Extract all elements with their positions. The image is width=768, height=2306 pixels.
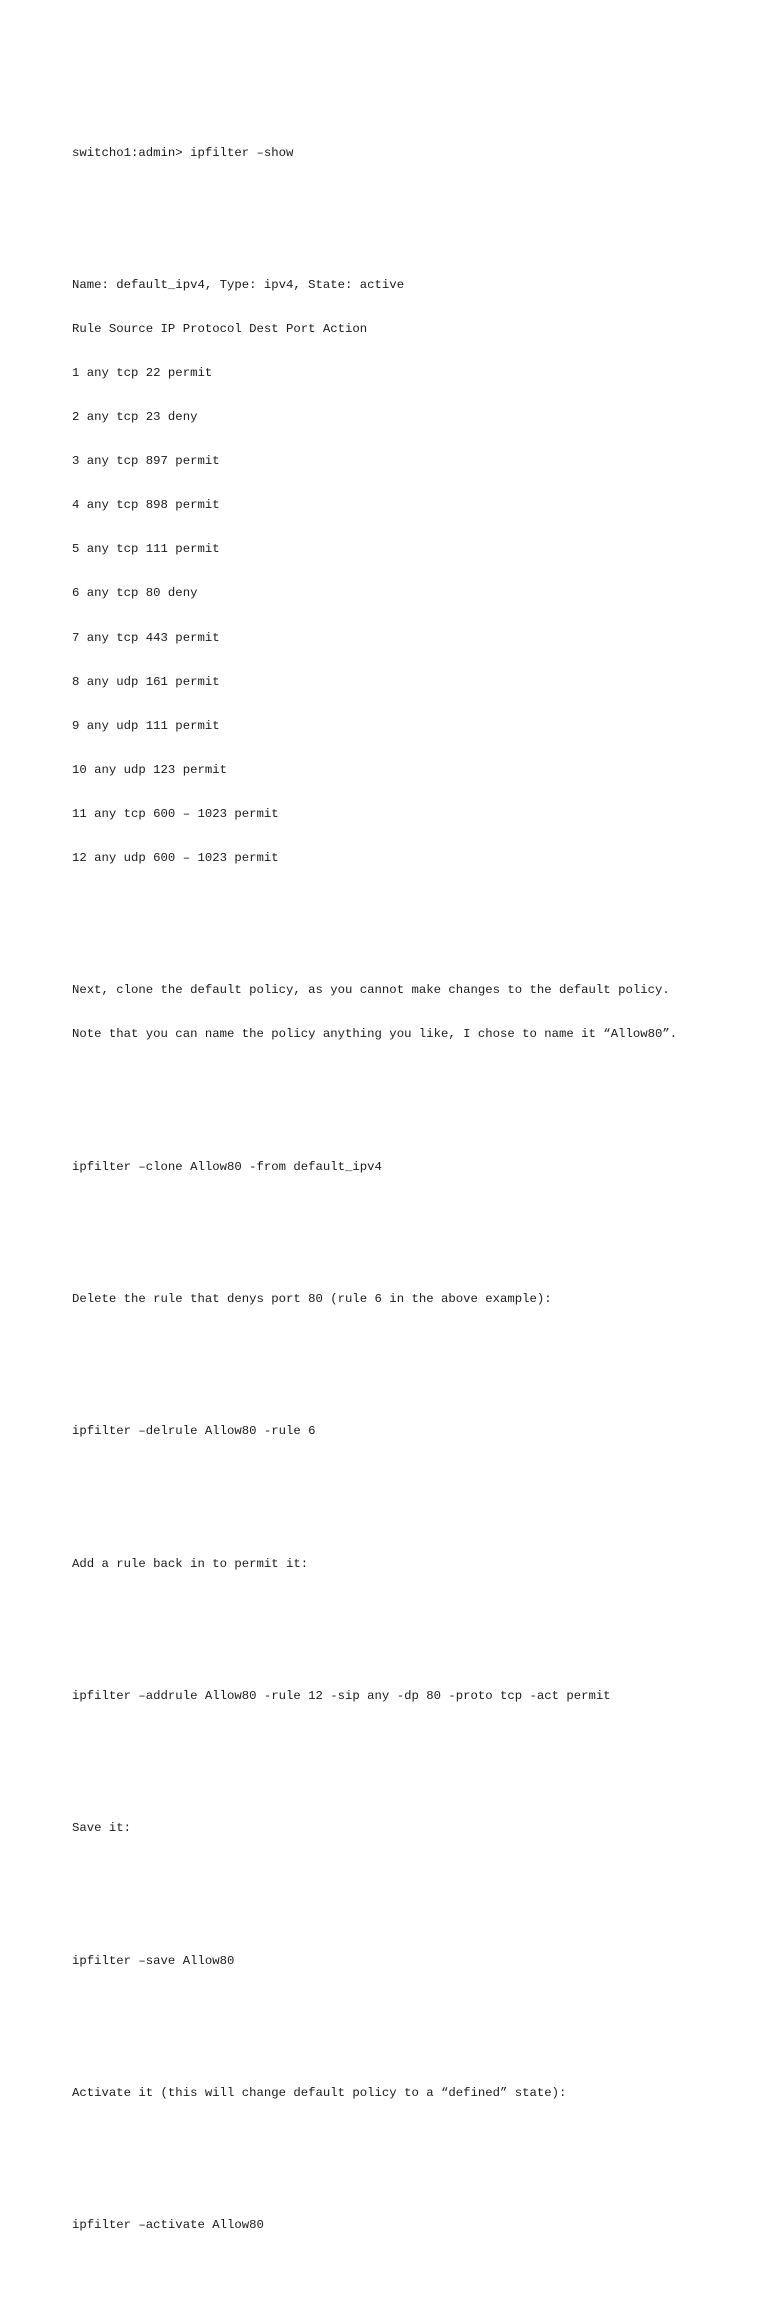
add-note-block bbox=[72, 1527, 712, 1601]
delete-note: Delete the rule that denys port 80 (rule 6 in the above example): bbox=[72, 1292, 552, 1307]
add-command-block bbox=[72, 1660, 712, 1734]
save-note-block bbox=[72, 1792, 712, 1866]
delete-note-block bbox=[72, 1263, 712, 1337]
clone-note-block bbox=[72, 954, 712, 1072]
rule-row: 10 any udp 123 permit bbox=[72, 762, 227, 777]
activate-command: ipfilter –activate Allow80 bbox=[72, 2218, 264, 2233]
rule-row: 1 any tcp 22 permit bbox=[72, 366, 213, 380]
rules-output-block bbox=[72, 248, 712, 895]
rule-row: 7 any tcp 443 permit bbox=[72, 630, 220, 645]
table-header-line: Rule Source IP Protocol Dest Port Action bbox=[72, 321, 368, 336]
rule-row: 3 any tcp 897 permit bbox=[72, 454, 220, 469]
command-prompt-line: switcho1:admin> ipfilter –show bbox=[72, 145, 294, 160]
add-note: Add a rule back in to permit it: bbox=[72, 1556, 309, 1571]
add-command: ipfilter –addrule Allow80 -rule 12 -sip any -dp 80 -proto tcp -act permit bbox=[72, 1688, 611, 1703]
rule-row: 8 any udp 161 permit bbox=[72, 674, 220, 689]
rule-row: 12 any udp 600 – 1023 permit bbox=[72, 851, 279, 866]
rule-row: 2 any tcp 23 deny bbox=[72, 410, 198, 425]
activate-note-block bbox=[72, 2056, 712, 2130]
save-command: ipfilter –save Allow80 bbox=[72, 1953, 235, 1968]
policy-header-line: Name: default_ipv4, Type: ipv4, State: active bbox=[72, 277, 405, 292]
document-body bbox=[72, 72, 712, 2306]
clone-command-block bbox=[72, 1130, 712, 1204]
activate-note: Activate it (this will change default policy to a “defined” state): bbox=[72, 2085, 567, 2100]
save-command-block bbox=[72, 1924, 712, 1998]
activate-command-block bbox=[72, 2189, 712, 2263]
rule-row: 5 any tcp 111 permit bbox=[72, 542, 220, 557]
delete-command: ipfilter –delrule Allow80 -rule 6 bbox=[72, 1424, 316, 1439]
rule-row: 4 any tcp 898 permit bbox=[72, 498, 220, 513]
clone-note-line-1: Next, clone the default policy, as you cannot make changes to the default policy. bbox=[72, 983, 670, 998]
clone-command: ipfilter –clone Allow80 -from default_ipv4 bbox=[72, 1159, 382, 1174]
save-note: Save it: bbox=[72, 1821, 132, 1836]
rule-row: 6 any tcp 80 deny bbox=[72, 586, 198, 601]
rule-row: 9 any udp 111 permit bbox=[72, 718, 220, 733]
rule-row: 11 any tcp 600 – 1023 permit bbox=[72, 806, 279, 821]
clone-note-line-2: Note that you can name the policy anything you like, I chose to name it “Allow80”. bbox=[72, 1027, 678, 1042]
delete-command-block bbox=[72, 1395, 712, 1469]
prompt-block bbox=[72, 116, 712, 190]
